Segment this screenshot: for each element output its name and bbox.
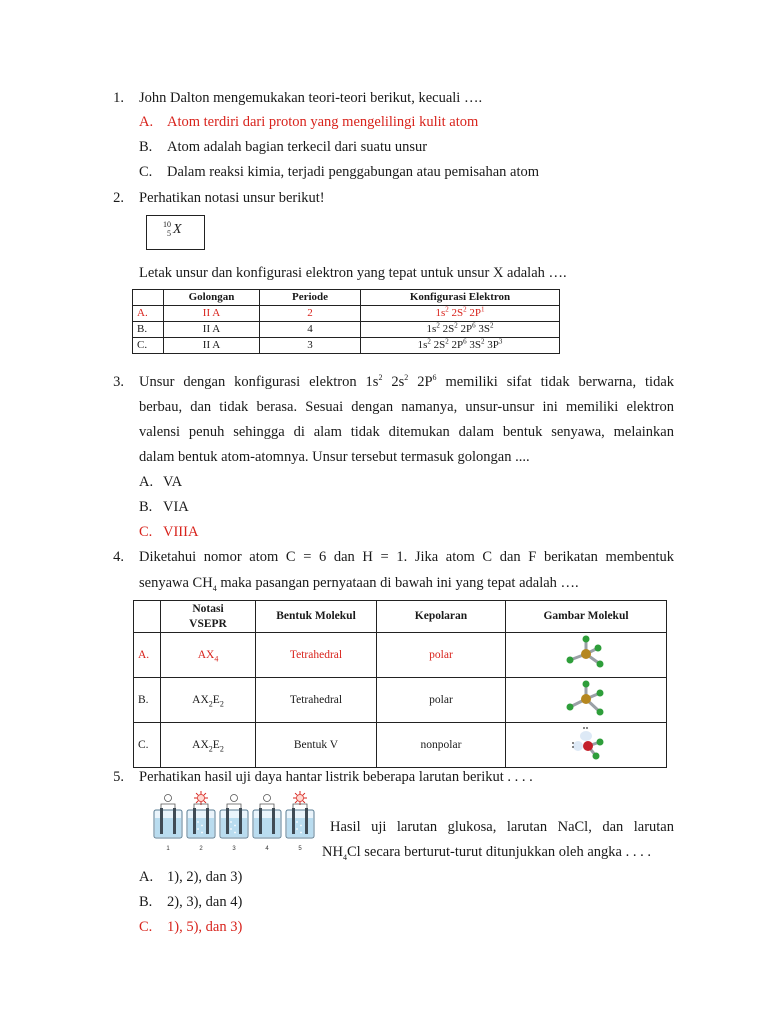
q4-row-a (134, 633, 667, 678)
orbital-electron-count: 2 (445, 337, 449, 346)
q3-line1-text: memiliki sifat tidak berwarna, tidak (436, 374, 675, 390)
orbital-electron-count: 6 (463, 337, 467, 346)
q2-answer-table (132, 289, 560, 354)
q5-text-line-2 (322, 843, 651, 861)
q2-question: Perhatikan notasi unsur berikut! (139, 190, 325, 206)
q4-header-kepolaran: Kepolaran (377, 601, 506, 633)
q1-option-b-text: Atom adalah bagian terkecil dari suatu unsur (167, 139, 428, 155)
q3-option-b-text: VIA (163, 499, 189, 515)
q3-line-4: dalam bentuk atom-atomnya. Unsur tersebut termasuk golongan .... (139, 449, 530, 465)
tetrahedral-molecule-icon (556, 679, 616, 719)
q4-header-gambar: Gambar Molekul (506, 601, 667, 633)
vsepr-sub: 2 (219, 744, 224, 754)
q4-row-letter: B. (134, 678, 161, 723)
q4-header-notasi-line: VSEPR (189, 617, 227, 630)
q3-line-1 (139, 373, 674, 391)
q5-question: Perhatikan hasil uji daya hantar listrik beberapa larutan berikut . . . . (139, 769, 533, 785)
q2-header-blank (133, 290, 164, 306)
q5-option-a-text: 1), 2), dan 3) (167, 869, 243, 885)
orbital-label: 2P (448, 339, 464, 351)
lit-bulb-icon (297, 795, 304, 802)
q4-row-vsepr (161, 723, 256, 768)
q4-row-vsepr (161, 678, 256, 723)
q2-row-b (133, 322, 560, 338)
orbital-electron-count: 3 (498, 337, 503, 346)
q3-line-2: berbau, dan tidak berasa. Sesuai dengan namanya, unsur-unsur ini memiliki elektron (139, 399, 674, 415)
q3-option-b-letter: B. (139, 499, 153, 515)
q2-row-config (361, 322, 560, 338)
orbital-label: 1s (435, 307, 446, 319)
q3-sup: 6 (432, 373, 437, 383)
q4-row-image (506, 723, 667, 768)
orbital-label: 2P (457, 323, 473, 335)
q5-sub: 4 (342, 852, 347, 862)
q4-row-c (134, 723, 667, 768)
q2-row-golongan: II A (164, 306, 260, 322)
apparatus-label: 2 (199, 846, 203, 852)
vsepr-mid: E (212, 739, 220, 751)
q2-prompt: Letak unsur dan konfigurasi elektron yang tepat untuk unsur X adalah …. (139, 265, 567, 281)
q5-option-b-letter: B. (139, 894, 153, 910)
q4-row-kepolaran: polar (377, 678, 506, 723)
unlit-bulb-icon (231, 795, 238, 802)
q3-line-3: valensi penuh sehingga di alam tidak ditemukan dalam bentuk senyawa, melainkan (139, 424, 674, 440)
conductivity-apparatus-diagram (148, 790, 320, 852)
q3-option-c-letter: C. (139, 524, 153, 540)
q4-number: 4. (113, 549, 124, 565)
apparatus-label: 4 (265, 846, 269, 852)
q2-row-letter: C. (133, 338, 164, 354)
q5-text-part: Cl secara berturut-turut ditunjukkan oleh angka . . . . (346, 844, 651, 860)
q2-row-a (133, 306, 560, 322)
orbital-electron-count: 2 (463, 305, 467, 314)
vsepr-sub: 4 (214, 654, 219, 664)
q2-row-periode: 2 (260, 306, 361, 322)
electrode (193, 808, 196, 834)
vsepr-sub: 2 (208, 699, 213, 709)
q1-question: John Dalton mengemukakan teori-teori berikut, kecuali …. (139, 90, 483, 106)
orbital-electron-count: 2 (427, 337, 431, 346)
notation-atomic-number: 5 (167, 229, 171, 238)
q5-text-line-1: Hasil uji larutan glukosa, larutan NaCl, dan larutan (330, 819, 674, 835)
orbital-label: 2S (439, 323, 455, 335)
q4-row-kepolaran: polar (377, 633, 506, 678)
q5-text-part: NH (322, 844, 343, 860)
q2-row-golongan: II A (164, 322, 260, 338)
vsepr-base: AX (192, 694, 209, 706)
orbital-electron-count: 2 (436, 321, 440, 330)
vsepr-base: AX (192, 739, 209, 751)
q4-row-letter: C. (134, 723, 161, 768)
q3-line1-text: 2s (382, 374, 405, 390)
orbital-electron-count: 2 (445, 305, 449, 314)
electrode (259, 808, 262, 834)
q3-option-a-letter: A. (139, 474, 154, 490)
q3-option-a-text: VA (163, 474, 183, 490)
q2-row-periode: 3 (260, 338, 361, 354)
electrode (272, 808, 275, 834)
notation-symbol: X (173, 222, 182, 237)
q4-header-notasi (161, 601, 256, 633)
q4-answer-table (133, 600, 667, 768)
q5-number: 5. (113, 769, 124, 785)
q3-line1-text: 2P (408, 374, 433, 390)
q4-line2-text: maka pasangan pernyataan di bawah ini yang tepat adalah …. (216, 575, 579, 591)
vsepr-base: AX (197, 649, 215, 661)
q2-header-konfigurasi: Konfigurasi Elektron (361, 290, 560, 306)
q1-option-a-letter: A. (139, 114, 154, 130)
electrode (292, 808, 295, 834)
vsepr-sub: 2 (208, 744, 213, 754)
orbital-electron-count: 2 (454, 321, 458, 330)
orbital-electron-count: 2 (481, 337, 485, 346)
orbital-label: 3S (466, 339, 482, 351)
q2-row-golongan: II A (164, 338, 260, 354)
q2-row-letter: B. (133, 322, 164, 338)
q5-option-c-text: 1), 5), dan 3) (167, 919, 243, 935)
q4-line-1: Diketahui nomor atom C = 6 dan H = 1. Jika atom C dan F berikatan membentuk (139, 549, 674, 565)
q3-number: 3. (113, 374, 124, 390)
q1-number: 1. (113, 90, 124, 106)
q2-row-config (361, 338, 560, 354)
q1-option-a-text: Atom terdiri dari proton yang mengelilingi kulit atom (167, 114, 479, 130)
unlit-bulb-icon (264, 795, 271, 802)
q1-option-c-text: Dalam reaksi kimia, terjadi penggabungan atau pemisahan atom (167, 164, 540, 180)
q2-row-letter: A. (133, 306, 164, 322)
q4-row-bentuk: Bentuk V (256, 723, 377, 768)
element-notation-box (146, 215, 205, 250)
q3-line1-text: Unsur dengan konfigurasi elektron 1s (139, 374, 379, 390)
orbital-label: 3S (475, 323, 490, 335)
q4-header-bentuk: Bentuk Molekul (256, 601, 377, 633)
orbital-label: 3P (484, 339, 499, 351)
orbital-label: 2P (466, 307, 482, 319)
q5-option-b-text: 2), 3), dan 4) (167, 894, 243, 910)
q4-row-b (134, 678, 667, 723)
unlit-bulb-icon (165, 795, 172, 802)
q4-row-bentuk: Tetrahedral (256, 678, 377, 723)
electrode (160, 808, 163, 834)
q3-sup: 2 (378, 373, 383, 383)
bent-molecule-icon (556, 724, 616, 764)
orbital-label: 2S (430, 339, 446, 351)
q4-sub: 4 (212, 583, 217, 593)
apparatus-label: 5 (298, 846, 302, 852)
vsepr-mid: E (212, 694, 220, 706)
q2-row-config (361, 306, 560, 322)
electrode (226, 808, 229, 834)
electrode (173, 808, 176, 834)
q4-row-letter: A. (134, 633, 161, 678)
q4-header-notasi-line: Notasi (192, 602, 224, 615)
q5-option-a-letter: A. (139, 869, 154, 885)
q2-row-c (133, 338, 560, 354)
vsepr-sub: 2 (219, 699, 224, 709)
q4-row-kepolaran: nonpolar (377, 723, 506, 768)
q1-option-c-letter: C. (139, 164, 153, 180)
orbital-label: 1s (426, 323, 437, 335)
q1-option-b-letter: B. (139, 139, 153, 155)
notation-mass-number: 10 (163, 220, 171, 229)
tetrahedral-molecule-icon (556, 634, 616, 674)
orbital-electron-count: 1 (481, 305, 485, 314)
orbital-label: 2S (448, 307, 464, 319)
lit-bulb-icon (198, 795, 205, 802)
orbital-label: 1s (417, 339, 428, 351)
orbital-electron-count: 6 (472, 321, 476, 330)
q4-line2-text: senyawa CH (139, 575, 213, 591)
q4-header-blank (134, 601, 161, 633)
electrode (239, 808, 242, 834)
apparatus-label: 3 (232, 846, 236, 852)
q4-row-bentuk: Tetrahedral (256, 633, 377, 678)
q3-sup: 2 (404, 373, 409, 383)
q2-number: 2. (113, 190, 124, 206)
electrode (305, 808, 308, 834)
q4-row-image (506, 678, 667, 723)
apparatus-label: 1 (166, 846, 170, 852)
q4-line-2 (139, 574, 579, 592)
electrode (206, 808, 209, 834)
q4-row-vsepr (161, 633, 256, 678)
q5-option-c-letter: C. (139, 919, 153, 935)
q4-row-image (506, 633, 667, 678)
q2-row-periode: 4 (260, 322, 361, 338)
q2-header-periode: Periode (260, 290, 361, 306)
q2-header-golongan: Golongan (164, 290, 260, 306)
q3-option-c-text: VIIIA (163, 524, 199, 540)
orbital-electron-count: 2 (489, 321, 494, 330)
